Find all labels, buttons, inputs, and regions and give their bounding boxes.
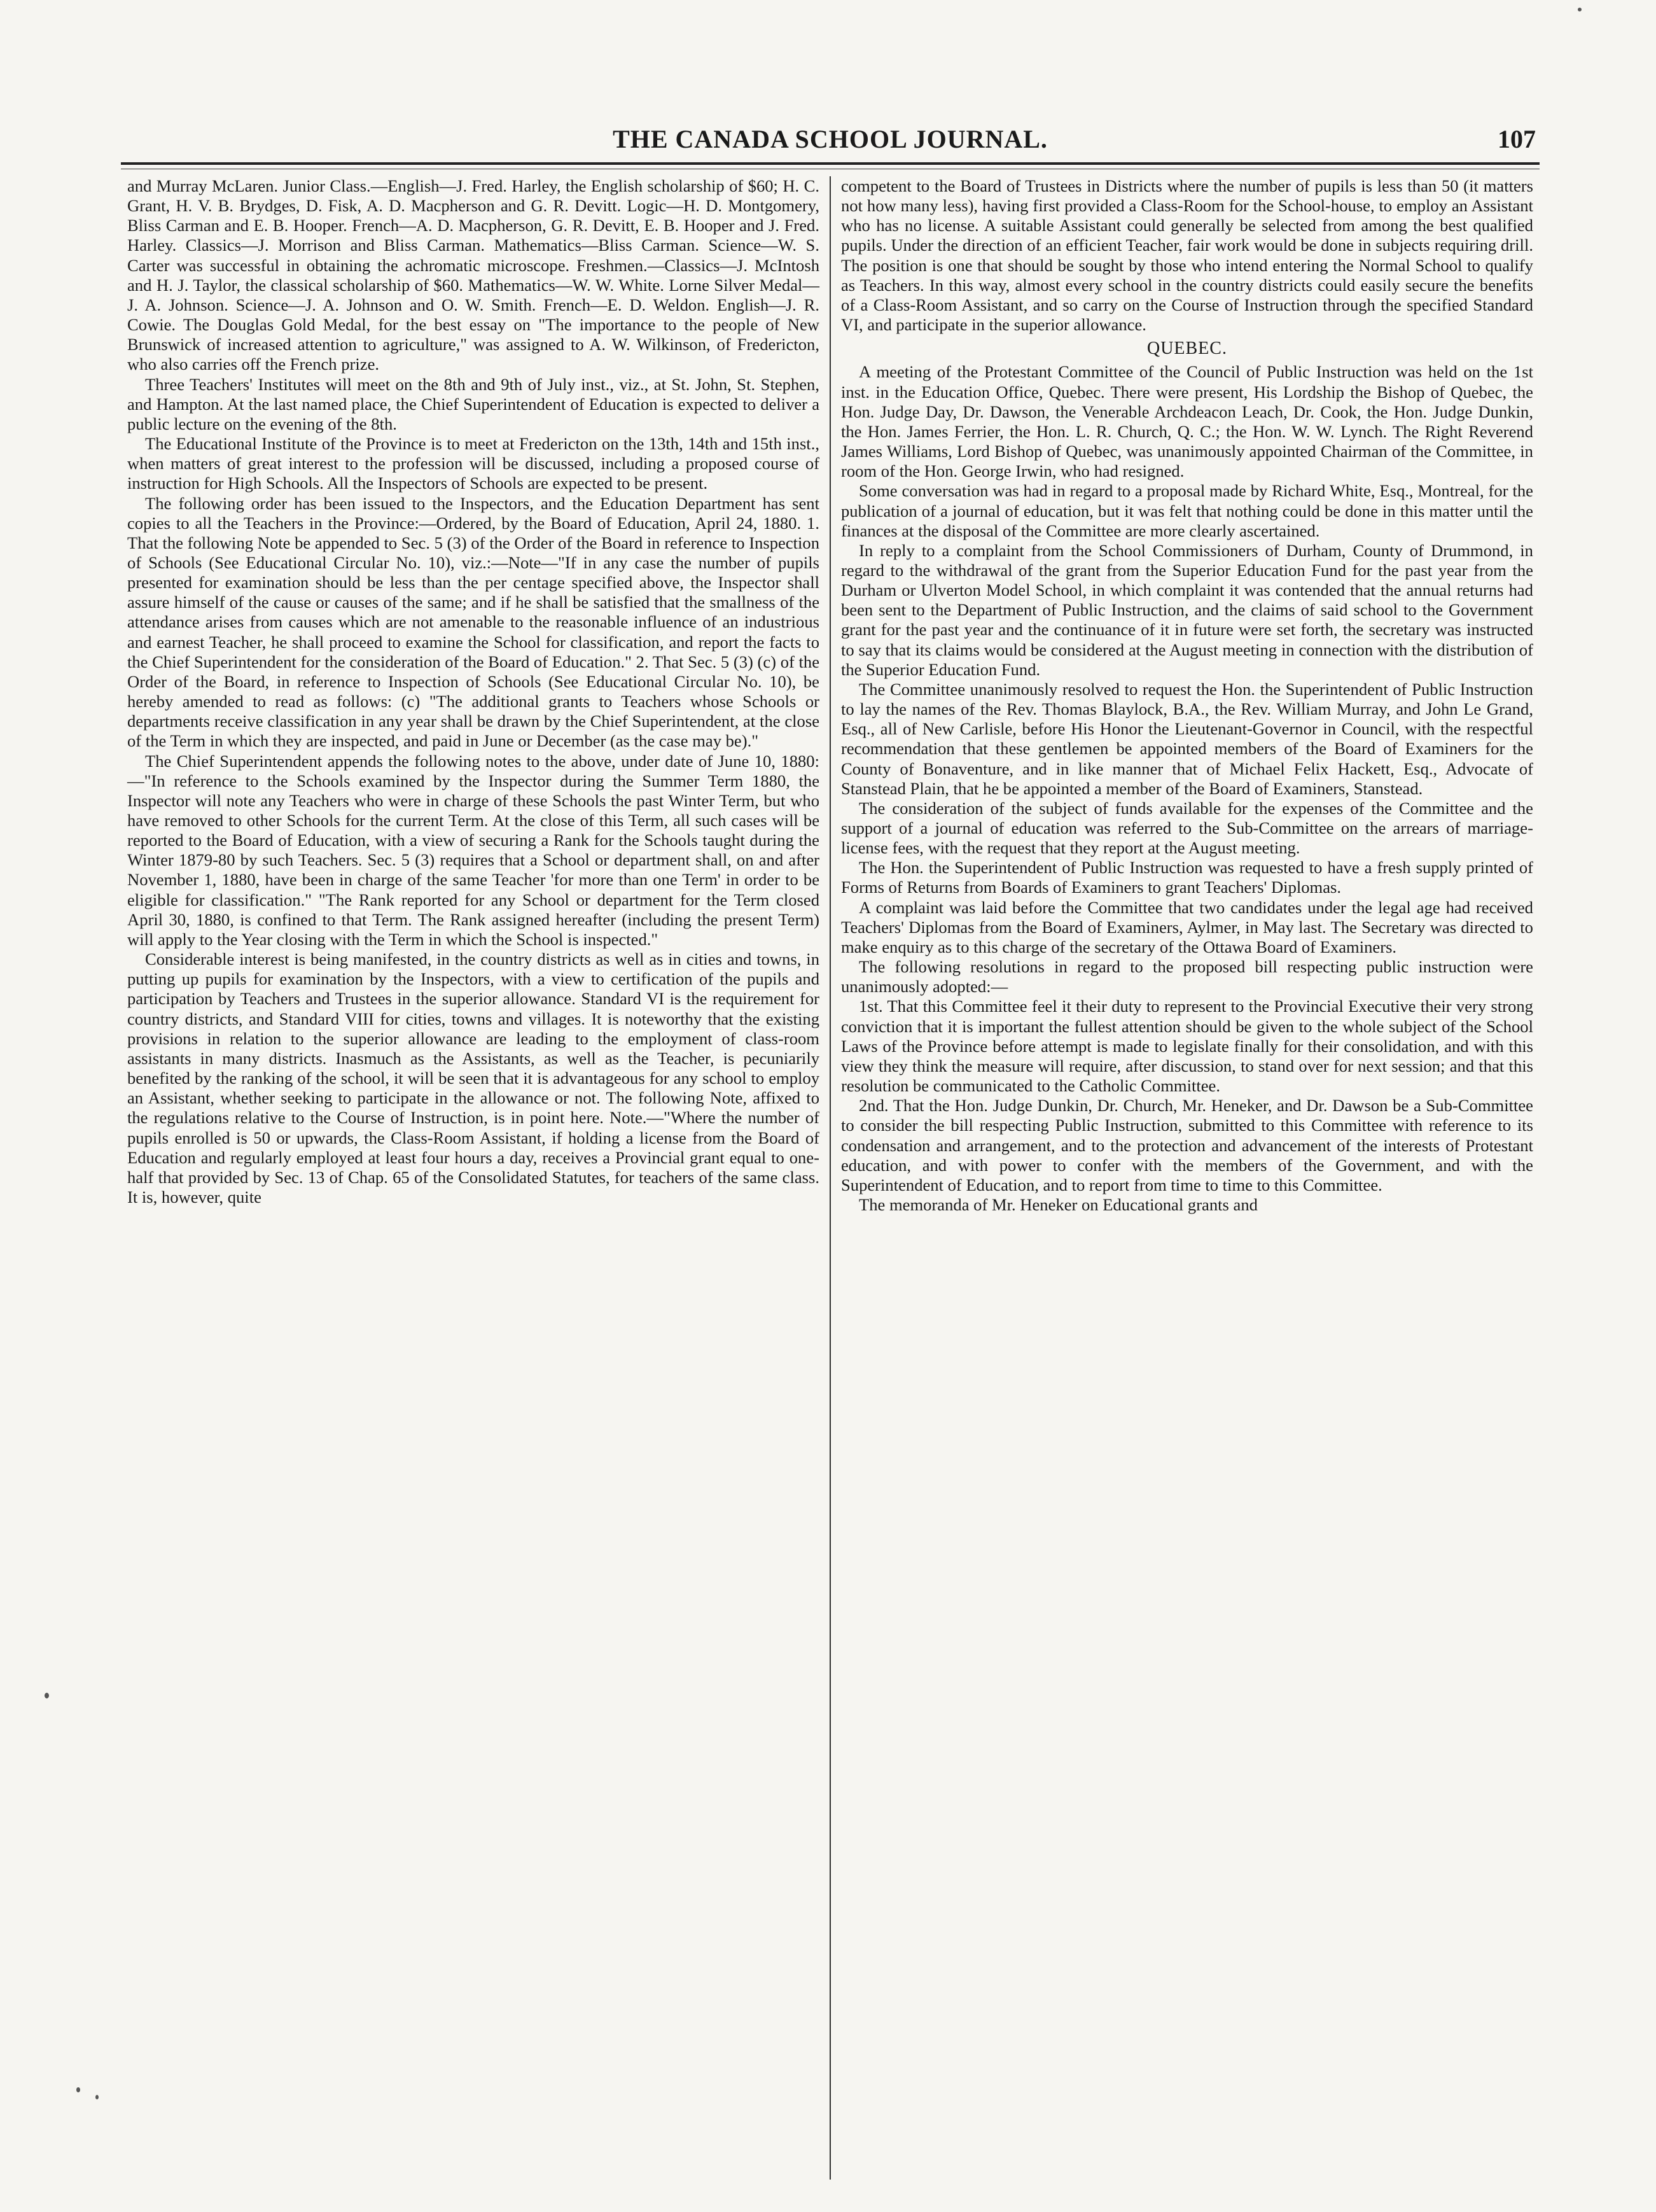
print-speck bbox=[1578, 8, 1582, 11]
paragraph: 1st. That this Committee feel it their duty to represent to the Provincial Executive their very strong conviction that it is important the fullest attention should be given to the whole subject of the School Laws of the Province before attempt is made to legislate finally for their consolidation, and with this view they think the measure will require, after discussion, to stand over for next session; and that this resolution be communicated to the Catholic Committee. bbox=[840, 997, 1533, 1096]
journal-page bbox=[121, 124, 1540, 2180]
page-number: 107 bbox=[1498, 125, 1536, 153]
paragraph: The memoranda of Mr. Heneker on Educational grants and bbox=[858, 1194, 1258, 1214]
paragraph: A meeting of the Protestant Committee of the Council of Public Instruction was held on the 1st inst. in the Education Office, Quebec. There were present, His Lordship the Bishop of Quebec, the Hon. Judge Day, Dr. Dawson, the Venerable Archdeacon Leach, Dr. Cook, the Hon. Judge Dunkin, the Hon. James Ferrier, the Hon. L. R. Church, Q. C.; the Hon. W. W. Lynch. The Right Reverend James Williams, Lord Bishop of Quebec, was unanimously appointed Chairman of the Committee, in room of the Hon. George Irwin, who had resigned. bbox=[840, 362, 1533, 481]
paragraph: The Educational Institute of the Province is to meet at Fredericton on the 13th, 14th and 15th inst., when matters of great interest to the profession will be discussed, including a proposed course of instruction for High Schools. All the Inspectors of Schools are expected to be present. bbox=[127, 434, 819, 493]
paragraph: and Murray McLaren. Junior Class.—English—J. Fred. Harley, the English scholarship of $60; H. C. Grant, H. V. B. Brydges, D. Fisk, A. D. Macpherson and G. R. Devitt. Logic—H. D. Montgomery, Bliss Carman and E. B. Hooper. French—A. D. Macpherson, G. R. Devitt, E. B. Hooper and J. Fred. Harley. Classics—J. Morrison and Bliss Carman. Mathematics—Bliss Carman. Science—W. S. Carter was successful in obtaining the achromatic microscope. Freshmen.—Classics—J. McIntosh and H. J. Taylor, the classical scholarship of $60. Mathematics—W. W. White. Lorne Silver Medal—J. A. Johnson. Science—J. A. Johnson and O. W. Smith. French—E. D. Weldon. English—J. R. Cowie. The Douglas Gold Medal, for the best essay on "The importance to the people of New Brunswick of increased attention to agriculture," was assigned to A. W. Wilkinson, of Fredericton, who also carries off the French prize. bbox=[127, 176, 819, 374]
right-column bbox=[835, 176, 1540, 2180]
paragraph: competent to the Board of Trustees in Districts where the number of pupils is less than 50 (it matters not how many less), having first provided a Class-Room for the School-house, to employ an Assistant who has no license. A suitable Assistant could generally be selected from among the best qualified pupils. Under the direction of an efficient Teacher, fair work would be done in subjects requiring drill. The position is one that should be sought by those who intend entering the Normal School to qualify as Teachers. In this way, almost every school in the country districts could easily secure the benefits of a Class-Room Assistant, and so carry on the Course of Instruction through the specified Standard VI, and participate in the superior allowance. bbox=[840, 176, 1533, 335]
paragraph: The following resolutions in regard to the proposed bill respecting public instruction were unanimously adopted:— bbox=[840, 957, 1533, 997]
paragraph: A complaint was laid before the Committee that two candidates under the legal age had received Teachers' Diplomas from the Board of Examiners, Aylmer, in May last. The Secretary was directed to make enquiry as to this charge of the secretary of the Ottawa Board of Examiners. bbox=[840, 897, 1533, 956]
journal-title: THE CANADA SCHOOL JOURNAL. bbox=[613, 125, 1048, 153]
print-speck bbox=[45, 1693, 49, 1698]
paragraph: Some conversation was had in regard to a proposal made by Richard White, Esq., Montreal, for the publication of a journal of education, but it was felt that nothing could be done in this matter until the finances at the disposal of the Committee are more clearly ascertained. bbox=[840, 481, 1533, 540]
column-divider bbox=[830, 176, 831, 2180]
paragraph: Three Teachers' Institutes will meet on the 8th and 9th of July inst., viz., at St. John, St. Stephen, and Hampton. At the last named place, the Chief Superintendent of Education is expected to deliver a public lecture on the evening of the 8th. bbox=[127, 374, 819, 433]
paragraph: 2nd. That the Hon. Judge Dunkin, Dr. Church, Mr. Heneker, and Dr. Dawson be a Sub-Committee to consider the bill respecting Public Instruction, submitted to this Committee with reference to its condensation and arrangement, and to the protection and advancement of the interests of Protestant education, and with power to confer with the members of the Government, and with the Superintendent of Education, and to report from time to time to this Committee. bbox=[840, 1096, 1533, 1194]
paragraph: The Chief Superintendent appends the following notes to the above, under date of June 10, 1880:—"In reference to the Schools examined by the Inspector during the Summer Term 1880, the Inspector will note any Teachers who were in charge of these Schools the past Winter Term, but who have removed to other Schools for the current Term. At the close of this Term, all such cases will be reported to the Board of Education, with a view of securing a Rank for the Schools taught during the Winter 1879-80 by such Teachers. Sec. 5 (3) requires that a School or department shall, on and after November 1, 1880, have been in charge of the same Teacher 'for more than one Term' in order to be eligible for classification." "The Rank reported for any School or department for the Term closed April 30, 1880, is confined to that Term. The Rank assigned hereafter (including the present Term) will apply to the Year closing with the Term in which the School is inspected." bbox=[127, 751, 819, 949]
paragraph: The following order has been issued to the Inspectors, and the Education Department has sent copies to all the Teachers in the Province:—Ordered, by the Board of Education, April 24, 1880. 1. That the following Note be appended to Sec. 5 (3) of the Order of the Board in reference to Inspection of Schools (See Educational Circular No. 10), viz.:—Note—"If in any case the number of pupils presented for examination should be less than the per centage specified above, the Inspector shall assure himself of the cause or causes of the same; and if he shall be satisfied that the smallness of the attendance arises from causes which are not amenable to the reasonable influence of an industrious and earnest Teacher, he shall proceed to examine the School for classification, and report the facts to the Chief Superintendent for the consideration of the Board of Education." 2. That Sec. 5 (3) (c) of the Order of the Board, in reference to Inspection of Schools (See Educational Circular No. 10), be hereby amended to read as follows: (c) "The additional grants to Teachers whose Schools or departments receive classification in any year shall be drawn by the Chief Superintendent, at the close of the Term in which they are inspected, and paid in June or December (as the case may be)." bbox=[127, 493, 819, 751]
text-columns bbox=[121, 176, 1540, 2180]
paragraph: The Hon. the Superintendent of Public Instruction was requested to have a fresh supply printed of Forms of Returns from Boards of Examiners to grant Teachers' Diplomas. bbox=[840, 858, 1533, 897]
print-speck bbox=[76, 2087, 80, 2092]
print-speck bbox=[95, 2095, 99, 2099]
running-header bbox=[121, 124, 1540, 165]
left-column bbox=[121, 176, 826, 2180]
section-heading-quebec: QUEBEC. bbox=[1146, 339, 1227, 359]
paragraph: In reply to a complaint from the School Commissioners of Durham, County of Drummond, in regard to the withdrawal of the grant from the Superior Education Fund for the past year from the Durham or Ulverton Model School, in which complaint it was contended that the annual returns had been sent to the Department of Public Instruction, and the claims of said school to the Government grant for the past year and the continuance of it in future were set forth, the secretary was instructed to say that its claims would be considered at the August meeting in connection with the distribution of the Superior Education Fund. bbox=[840, 540, 1533, 679]
paragraph: Considerable interest is being manifested, in the country districts as well as in cities and towns, in putting up pupils for examination by the Inspectors, with a view to certification of the pupils and participation by Teachers and Trustees in the superior allowance. Standard VI is the requirement for country districts, and Standard VIII for cities, towns and villages. It is noteworthy that the existing provisions in relation to the superior allowance are leading to the employment of class-room assistants in many districts. Inasmuch as the Assistants, as well as the Teacher, is pecuniarily benefited by the ranking of the school, it will be seen that it is advantageous for any school to employ an Assistant, whether seeking to participate in the allowance or not. The following Note, affixed to the regulations relative to the Course of Instruction, is in point here. Note.—"Where the number of pupils enrolled is 50 or upwards, the Class-Room Assistant, if holding a license from the Board of Education and regularly employed at least four hours a day, receives a Provincial grant equal to one-half that provided by Sec. 13 of Chap. 65 of the Consolidated Statutes, for teachers of the same class. It is, however, quite bbox=[127, 949, 819, 1207]
paragraph: The consideration of the subject of funds available for the expenses of the Committee and the support of a journal of education was referred to the Sub-Committee on the arrears of marriage-license fees, with the request that they report at the August meeting. bbox=[840, 798, 1533, 858]
paragraph: The Committee unanimously resolved to request the Hon. the Superintendent of Public Instruction to lay the names of the Rev. Thomas Blaylock, B.A., the Rev. William Murray, and John Le Grand, Esq., all of New Carlisle, before His Honor the Lieutenant-Governor in Council, with the respectful recommendation that these gentlemen be appointed members of the Board of Examiners for the County of Bonaventure, and in like manner that of Michael Felix Hackett, Esq., Advocate of Stanstead Plain, that he be appointed a member of the Board of Examiners, Stanstead. bbox=[840, 679, 1533, 798]
